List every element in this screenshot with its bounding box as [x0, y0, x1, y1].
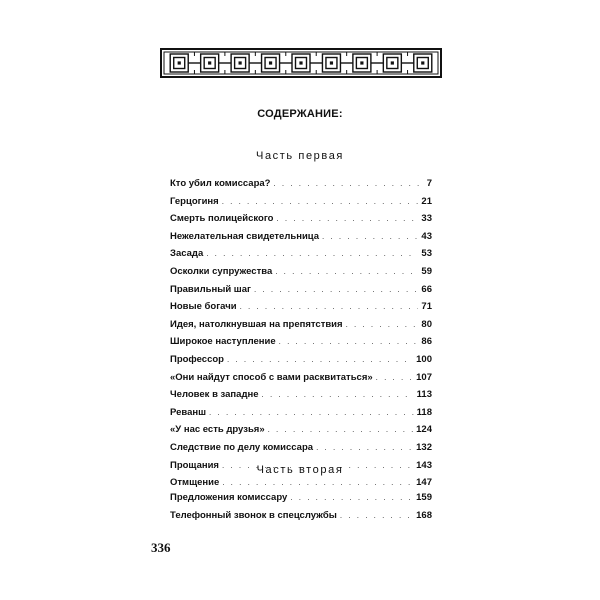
leader-dots: [222, 197, 419, 206]
toc-entry-page: 7: [426, 178, 432, 189]
toc-entry[interactable]: [170, 354, 432, 372]
toc-entry-title: Смерть полицейского: [170, 213, 274, 225]
leader-dots: [376, 373, 413, 382]
part-two-heading: Часть вторая: [256, 464, 344, 476]
toc-entry-page: 132: [416, 441, 432, 453]
toc-entry[interactable]: [170, 319, 432, 337]
leader-dots: [222, 478, 413, 487]
toc-entry[interactable]: [170, 389, 432, 407]
toc-entry-title: Герцогиня: [170, 195, 219, 207]
toc-entry[interactable]: [170, 372, 432, 390]
toc-entry-page: 86: [421, 336, 432, 348]
leader-dots: [322, 232, 418, 241]
leader-dots: [206, 249, 418, 258]
leader-dots: [209, 408, 414, 417]
toc-entry-page: 100: [416, 353, 432, 365]
toc-entry[interactable]: [170, 510, 432, 528]
toc-entry-title: Кто убил комиссара?: [170, 178, 271, 189]
toc-entry-page: 159: [416, 492, 432, 503]
toc-entry-page: 71: [421, 301, 432, 313]
toc-entry[interactable]: [170, 492, 432, 510]
toc-entry-page: 21: [421, 195, 432, 207]
toc-entry-title: Отмщение: [170, 477, 220, 489]
toc-entry-title: Нежелательная свидетельница: [170, 230, 320, 242]
toc-entry-page: 107: [416, 371, 432, 383]
leader-dots: [273, 179, 423, 188]
toc-entry-page: 59: [421, 265, 432, 277]
part-one-heading: Часть первая: [256, 150, 344, 162]
leader-dots: [254, 285, 418, 294]
toc-entry-title: Засада: [170, 248, 204, 260]
leader-dots: [316, 443, 413, 452]
toc-entry-page: 80: [421, 318, 432, 330]
toc-entry-title: Профессор: [170, 353, 224, 365]
toc-entry[interactable]: [170, 178, 432, 196]
toc-entry[interactable]: [170, 213, 432, 231]
toc-entry-page: 33: [421, 213, 432, 225]
toc-entry-page: 66: [421, 283, 432, 295]
toc-entry-title: Следствие по делу комиссара: [170, 441, 314, 453]
toc-entry-page: 53: [421, 248, 432, 260]
leader-dots: [268, 425, 414, 434]
leader-dots: [240, 302, 419, 311]
page-number: 336: [151, 540, 171, 555]
toc-entry-title: Человек в западне: [170, 389, 259, 401]
toc-entry[interactable]: [170, 284, 432, 302]
leader-dots: [262, 390, 414, 399]
leader-dots: [227, 355, 413, 364]
toc-entry-title: Правильный шаг: [170, 283, 251, 295]
toc-entry-page: 147: [416, 477, 432, 489]
toc-list-part-one: [170, 178, 432, 495]
leader-dots: [340, 511, 413, 520]
leader-dots: [279, 337, 419, 346]
leader-dots: [346, 320, 419, 329]
toc-entry[interactable]: [170, 248, 432, 266]
toc-entry-page: 124: [416, 424, 432, 436]
toc-entry[interactable]: [170, 336, 432, 354]
toc-entry-title: Широкое наступление: [170, 336, 276, 348]
toc-entry-page: 168: [416, 509, 432, 521]
toc-entry[interactable]: [170, 301, 432, 319]
toc-list-part-two: [170, 492, 432, 527]
toc-entry[interactable]: [170, 407, 432, 425]
leader-dots: [276, 214, 418, 223]
toc-entry[interactable]: [170, 231, 432, 249]
toc-entry[interactable]: [170, 442, 432, 460]
leader-dots: [275, 267, 418, 276]
toc-entry[interactable]: [170, 266, 432, 284]
toc-entry-page: 143: [416, 459, 432, 471]
toc-entry-title: Идея, натолкнувшая на препятствия: [170, 318, 343, 330]
toc-entry-title: Новые богачи: [170, 301, 237, 313]
greek-key-border-icon: [160, 48, 442, 78]
toc-entry-page: 113: [416, 389, 432, 401]
toc-entry-title: Прощания: [170, 459, 219, 471]
toc-entry-title: Предложения комиссару: [170, 492, 288, 503]
toc-entry-title: Реванш: [170, 406, 207, 418]
toc-entry-title: «Они найдут способ с вами расквитаться»: [170, 371, 373, 383]
toc-entry[interactable]: [170, 424, 432, 442]
toc-entry[interactable]: [170, 196, 432, 214]
toc-entry-title: Телефонный звонок в спецслужбы: [170, 509, 337, 521]
page-title: СОДЕРЖАНИЕ:: [257, 108, 343, 120]
toc-entry-page: 43: [421, 230, 432, 242]
leader-dots: [290, 493, 413, 502]
toc-entry-title: Осколки супружества: [170, 265, 273, 277]
toc-entry-title: «У нас есть друзья»: [170, 424, 265, 436]
toc-entry-page: 118: [416, 406, 432, 418]
